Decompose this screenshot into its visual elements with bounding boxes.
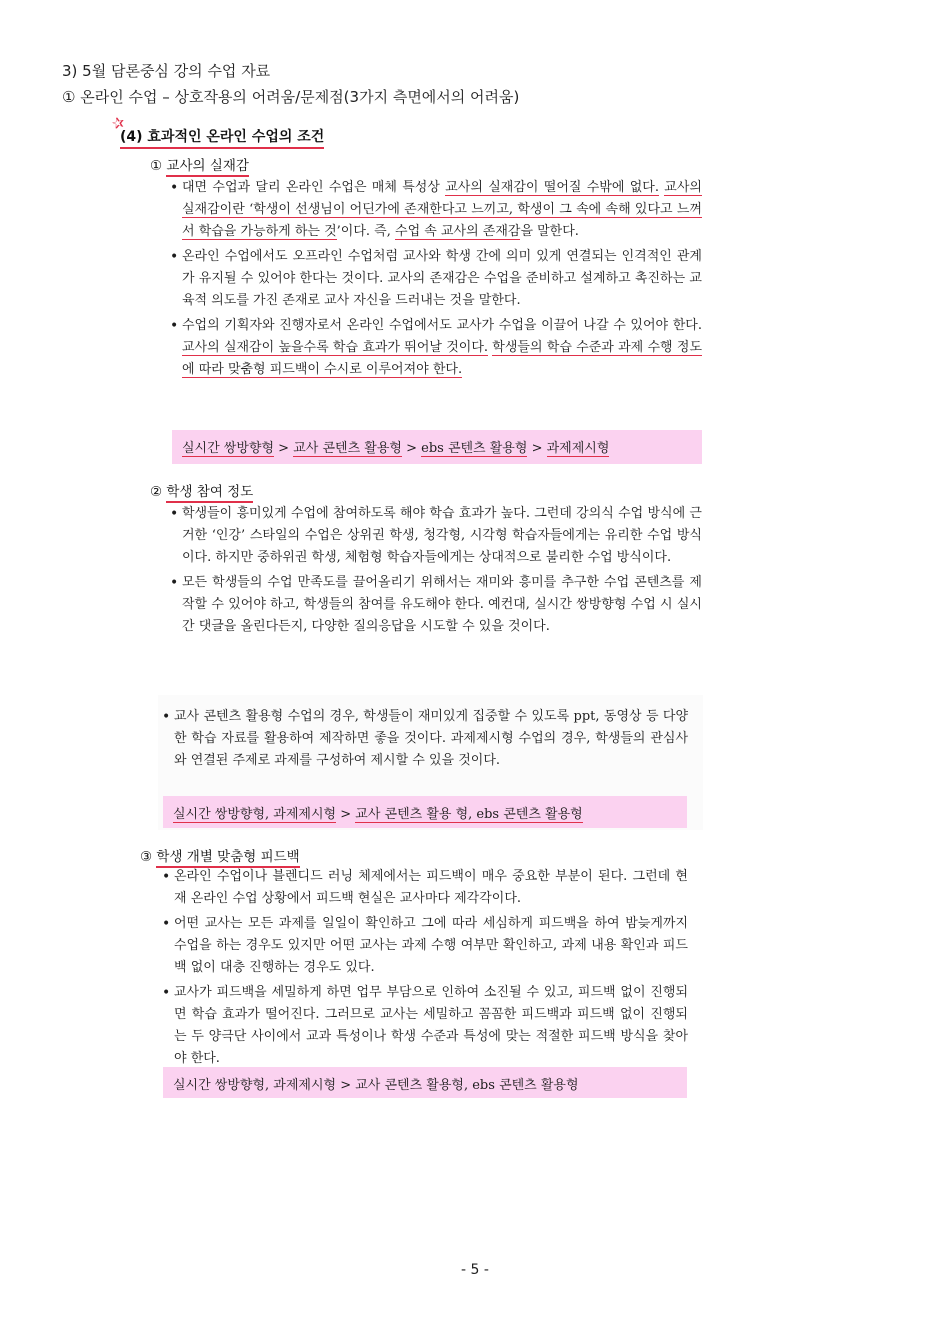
ranking-item: ebs 콘텐츠 활용형	[421, 441, 528, 456]
list-item: • 수업의 기획자와 진행자로서 온라인 수업에서도 교사가 수업을 이끌어 나갈 수 있어야 한다. 교사의 실재감이 높을수록 학습 효과가 뛰어날 것이다. 학생들의 학습 수준과 과제 수행 정도에 따라 맞춤형 피드백이 수시로 이루어져야 한다.	[170, 315, 702, 381]
subsection-marker: ②	[150, 484, 163, 500]
list-item: • 온라인 수업이나 블렌디드 러닝 체제에서는 피드백이 매우 중요한 부분이 된다. 그런데 현재 온라인 수업 상황에서 피드백 현실은 교사마다 제각각이다.	[162, 866, 688, 910]
document-heading-line2: ① 온라인 수업 – 상호작용의 어려움/문제점(3가지 측면에서의 어려움)	[62, 88, 520, 106]
subsection-title: 교사의 실재감	[166, 158, 249, 177]
ranking-item: 과제제시형	[546, 441, 610, 456]
subsection-marker: ③	[140, 849, 153, 865]
subsection-marker: ①	[150, 158, 163, 174]
list-item: • 모든 학생들의 수업 만족도를 끌어올리기 위해서는 재미와 흥미를 추구한 수업 콘텐츠를 제작할 수 있어야 하고, 학생들의 참여를 유도해야 한다. 예컨대, 실시간 쌍방향형 수업 시 실시간 댓글을 올린다든지, 다양한 질의응답을 시도할 수 있을 것이다.	[170, 572, 702, 638]
ranking-item: 실시간 쌍방향형	[182, 441, 275, 456]
ranking-box-presence: 실시간 쌍방향형 > 교사 콘텐츠 활용형 > ebs 콘텐츠 활용형 > 과제제시형	[172, 430, 702, 464]
list-item: • 교사가 피드백을 세밀하게 하면 업무 부담으로 인하여 소진될 수 있고, 피드백 없이 진행되면 학습 효과가 떨어진다. 그러므로 교사는 세밀하고 꼼꼼한 피드백과 피드백 없이 진행되는 두 양극단 사이에서 교과 특성이나 학생 수준과 특성에 맞는 적절한 피드백 방식을 찾아야 한다.	[162, 982, 688, 1070]
ranking-item: 교사 콘텐츠 활용형	[293, 441, 402, 456]
document-heading-line1: 3) 5월 담론중심 강의 수업 자료	[62, 62, 271, 80]
ranking-item: 교사 콘텐츠 활용 형, ebs 콘텐츠 활용형	[355, 807, 583, 822]
list-item: • 교사 콘텐츠 활용형 수업의 경우, 학생들이 재미있게 집중할 수 있도록 ppt, 동영상 등 다양한 학습 자료를 활용하여 제작하면 좋을 것이다. 과제제시형 수업의 경우, 학생들의 관심사와 연결된 주제로 과제를 구성하여 제시할 수 있을 것이다.	[162, 706, 688, 772]
bullet-list-contents	[162, 706, 688, 775]
bullet-list-presence	[170, 177, 702, 384]
section-title: (4) 효과적인 온라인 수업의 조건	[120, 126, 324, 149]
subsection-title: 학생 참여 정도	[166, 484, 253, 503]
list-item: • 온라인 수업에서도 오프라인 수업처럼 교사와 학생 간에 의미 있게 연결되는 인격적인 관계가 유지될 수 있어야 한다는 것이다. 교사의 존재감은 수업을 준비하고 설계하고 촉진하는 교육적 의도를 가진 존재로 교사 자신을 드러내는 것을 말한다.	[170, 246, 702, 312]
page-number: - 5 -	[461, 1262, 489, 1278]
list-item: • 어떤 교사는 모든 과제를 일일이 확인하고 그에 따라 세심하게 피드백을 하여 밤늦게까지 수업을 하는 경우도 있지만 어떤 교사는 과제 수행 여부만 확인하고, 과제 내용 확인과 피드백 없이 대충 진행하는 경우도 있다.	[162, 913, 688, 979]
subsection-heading-feedback	[140, 845, 300, 865]
subsection-title: 학생 개별 맞춤형 피드백	[156, 849, 299, 868]
list-item: • 대면 수업과 달리 온라인 수업은 매체 특성상 교사의 실재감이 떨어질 수밖에 없다. 교사의 실재감이란 ‘학생이 선생님이 어딘가에 존재한다고 느끼고, 학생이 그 속에 속해 있다고 느껴서 학습을 가능하게 하는 것’이다. 즉, 수업 속 교사의 존재감을 말한다.	[170, 177, 702, 243]
bullet-list-participation	[170, 503, 702, 641]
ranking-box-feedback: 실시간 쌍방향형, 과제제시형 > 교사 콘텐츠 활용형, ebs 콘텐츠 활용형	[163, 1067, 687, 1098]
list-item: • 학생들이 흥미있게 수업에 참여하도록 해야 학습 효과가 높다. 그런데 강의식 수업 방식에 근거한 ‘인강’ 스타일의 수업은 상위권 학생, 청각형, 시각형 학습자들에게는 유리한 수업 방식이다. 하지만 중하위권 학생, 체험형 학습자들에게는 상대적으로 불리한 수업 방식이다.	[170, 503, 702, 569]
star-icon: ✰	[109, 112, 127, 134]
subsection-heading-presence	[150, 154, 249, 174]
bullet-list-feedback	[162, 866, 688, 1073]
ranking-box-participation: 실시간 쌍방향형, 과제제시형 > 교사 콘텐츠 활용 형, ebs 콘텐츠 활용형	[163, 796, 687, 828]
subsection-heading-participation	[150, 480, 253, 500]
ranking-item: 실시간 쌍방향형, 과제제시형	[173, 807, 337, 822]
